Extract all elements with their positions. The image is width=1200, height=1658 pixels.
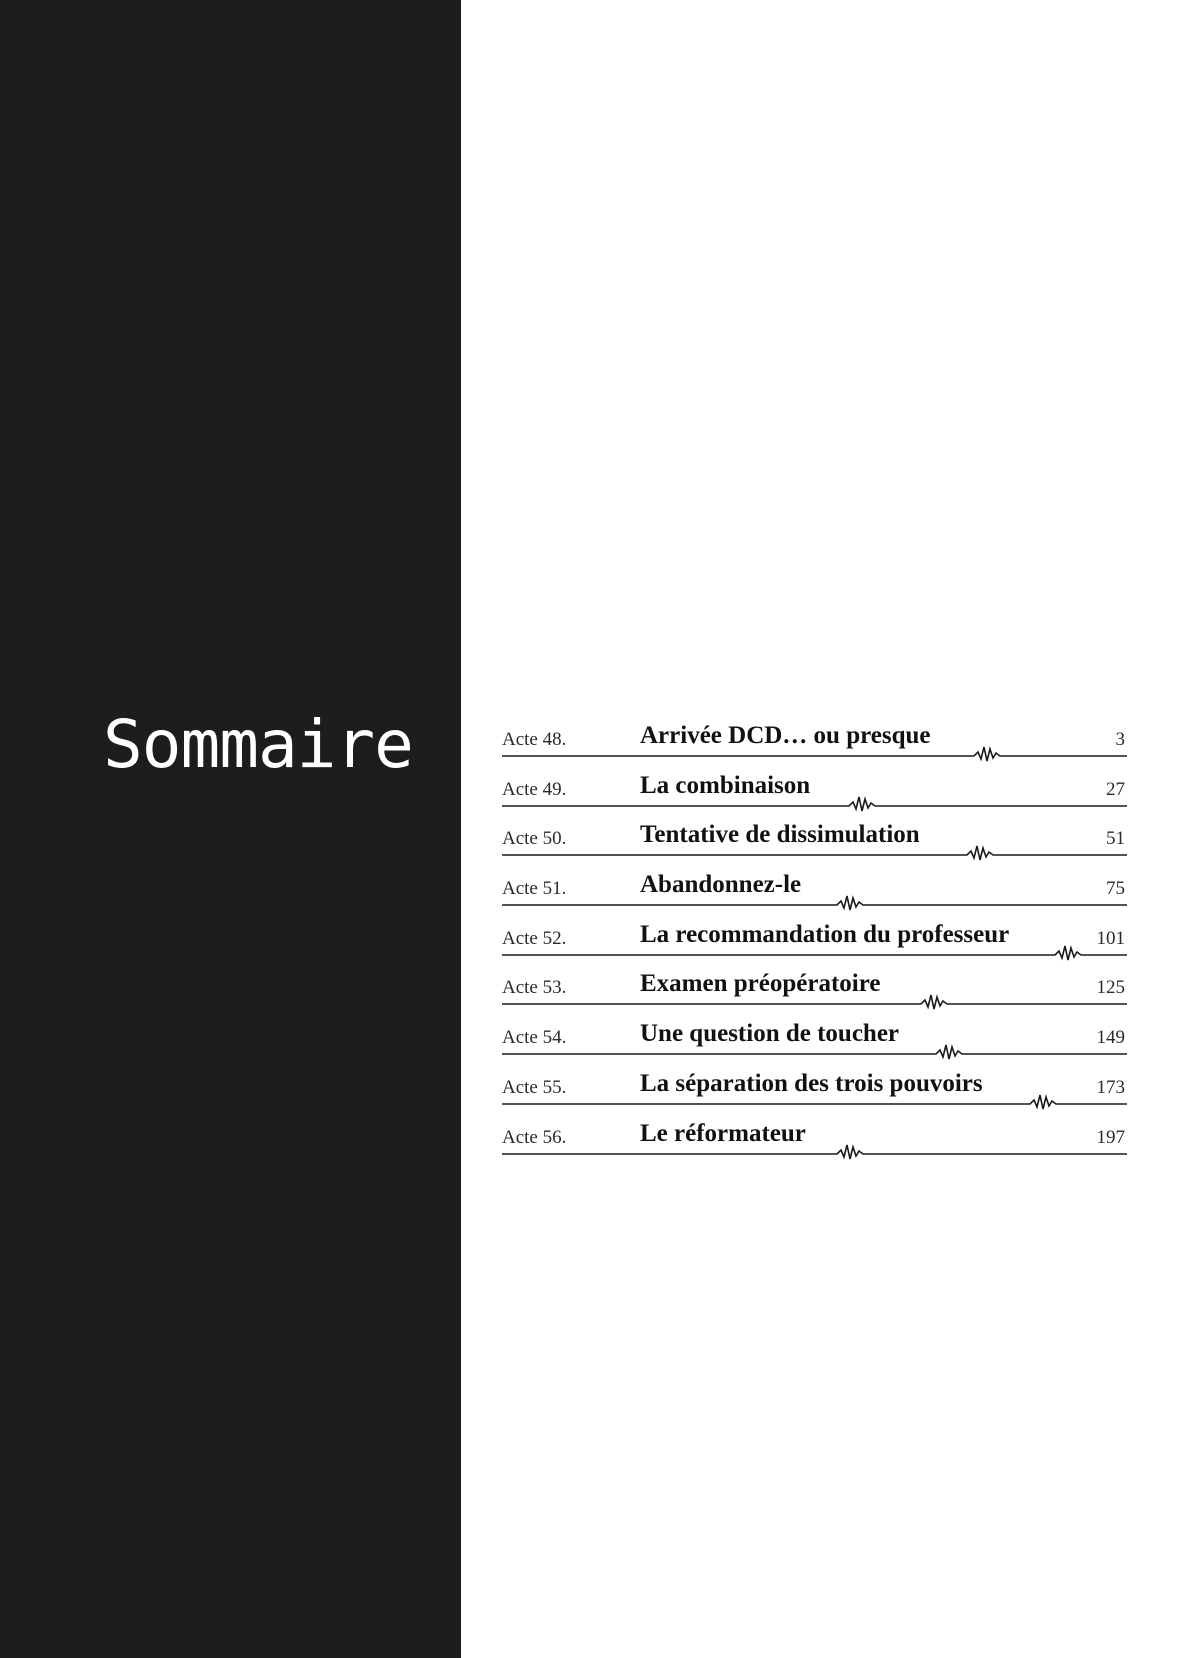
toc-page-number: 3 bbox=[1115, 729, 1125, 750]
toc-chapter-title: Une question de toucher bbox=[640, 1020, 900, 1048]
toc-act-number: Acte 50. bbox=[502, 828, 567, 850]
toc-chapter-title: Arrivée DCD… ou presque bbox=[640, 722, 931, 749]
toc-entry bbox=[502, 1067, 1127, 1117]
toc-entry bbox=[502, 719, 1127, 769]
toc-page-number: 173 bbox=[1096, 1076, 1125, 1098]
toc-entry bbox=[502, 769, 1127, 819]
toc-entry bbox=[502, 918, 1127, 968]
heartbeat-rule-icon bbox=[502, 987, 1127, 1007]
heartbeat-rule-icon bbox=[502, 838, 1127, 858]
toc-page-number: 27 bbox=[1106, 778, 1125, 800]
table-of-contents bbox=[502, 719, 1127, 1166]
toc-page-number: 197 bbox=[1096, 1126, 1125, 1148]
toc-chapter-title: Le réformateur bbox=[640, 1119, 806, 1147]
toc-act-number: Acte 49. bbox=[502, 778, 567, 800]
toc-act-number: Acte 52. bbox=[502, 927, 567, 949]
heartbeat-rule-icon bbox=[502, 938, 1127, 958]
toc-chapter-title: La séparation des trois pouvoirs bbox=[640, 1069, 983, 1097]
toc-page-number: 51 bbox=[1106, 828, 1125, 850]
heartbeat-rule-icon bbox=[502, 1087, 1127, 1107]
toc-act-number: Acte 55. bbox=[502, 1076, 567, 1098]
toc-act-number: Acte 53. bbox=[502, 977, 567, 999]
page-title: Sommaire bbox=[103, 706, 413, 783]
toc-act-number: Acte 54. bbox=[502, 1027, 567, 1049]
heartbeat-rule-icon bbox=[502, 1037, 1127, 1057]
toc-entry bbox=[502, 1117, 1127, 1167]
toc-page-number: 149 bbox=[1096, 1027, 1125, 1049]
toc-act-number: Acte 51. bbox=[502, 878, 567, 900]
toc-page-number: 125 bbox=[1096, 977, 1125, 999]
toc-chapter-title: Tentative de dissimulation bbox=[640, 821, 920, 849]
toc-entry bbox=[502, 868, 1127, 918]
toc-chapter-title: La combinaison bbox=[640, 771, 811, 799]
dark-side-panel bbox=[0, 0, 461, 1658]
toc-chapter-title: La recommandation du professeur bbox=[640, 920, 1010, 948]
toc-entry bbox=[502, 818, 1127, 868]
toc-chapter-title: Examen préopératoire bbox=[640, 970, 881, 998]
heartbeat-rule-icon bbox=[502, 888, 1127, 908]
heartbeat-rule-icon bbox=[502, 1137, 1127, 1157]
toc-act-number: Acte 48. bbox=[502, 729, 567, 750]
toc-page-number: 101 bbox=[1096, 927, 1125, 949]
toc-entry bbox=[502, 1017, 1127, 1067]
heartbeat-rule-icon bbox=[502, 739, 1127, 759]
toc-act-number: Acte 56. bbox=[502, 1126, 567, 1148]
toc-page-number: 75 bbox=[1106, 878, 1125, 900]
heartbeat-rule-icon bbox=[502, 789, 1127, 809]
toc-entry bbox=[502, 967, 1127, 1017]
toc-chapter-title: Abandonnez-le bbox=[640, 871, 802, 899]
